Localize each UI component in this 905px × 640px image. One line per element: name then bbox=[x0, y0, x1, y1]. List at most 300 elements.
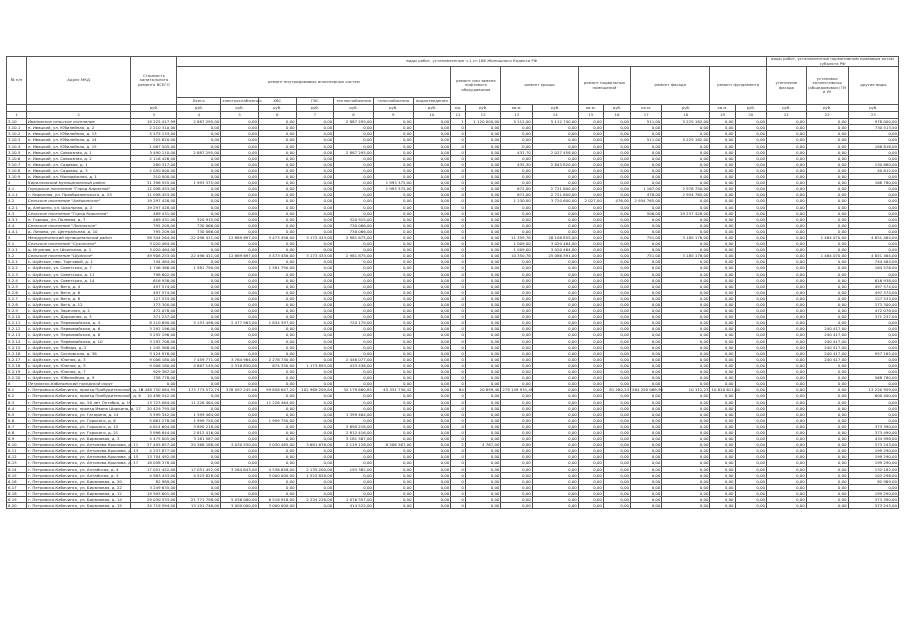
value-cell: 11 359,78 bbox=[501, 234, 532, 240]
value-cell: 0,00 bbox=[501, 381, 532, 387]
value-cell: 0,00 bbox=[578, 210, 603, 216]
value-cell: 0,00 bbox=[735, 338, 767, 344]
value-cell: 0,00 bbox=[806, 405, 848, 411]
value-cell: 5 661 278,00 bbox=[131, 417, 177, 423]
value-cell: 0,00 bbox=[221, 344, 259, 350]
value-cell: 511,00 bbox=[631, 119, 662, 125]
value-cell: 0,00 bbox=[413, 381, 451, 387]
value-cell: 0,00 bbox=[465, 149, 501, 155]
value-cell: 0,00 bbox=[603, 192, 630, 198]
value-cell: 0,00 bbox=[221, 393, 259, 399]
value-cell: 0 bbox=[451, 338, 466, 344]
value-cell: 0,00 bbox=[710, 192, 735, 198]
value-cell: 0,00 bbox=[662, 283, 710, 289]
value-cell: 0,00 bbox=[710, 338, 735, 344]
value-cell: 0,00 bbox=[806, 423, 848, 429]
value-cell: 0,00 bbox=[296, 436, 334, 442]
value-cell: 0,00 bbox=[221, 295, 259, 301]
value-cell: 0,00 bbox=[767, 326, 807, 332]
value-cell: 0,00 bbox=[662, 436, 710, 442]
value-cell: 0,00 bbox=[806, 192, 848, 198]
value-cell: 0,00 bbox=[631, 283, 662, 289]
row-number-cell: 4.3 bbox=[7, 210, 27, 216]
value-cell: 0,00 bbox=[578, 216, 603, 222]
value-cell: 0,00 bbox=[735, 393, 767, 399]
value-cell: 0,00 bbox=[413, 417, 451, 423]
value-cell: 0,00 bbox=[806, 308, 848, 314]
value-cell: 0,00 bbox=[221, 289, 259, 295]
value-cell: 0,00 bbox=[631, 271, 662, 277]
value-cell: 616 938,00 bbox=[131, 277, 177, 283]
value-cell: 0,00 bbox=[603, 344, 630, 350]
value-cell: 0,00 bbox=[710, 234, 735, 240]
value-cell: 0 bbox=[451, 460, 466, 466]
value-cell: 0,00 bbox=[603, 155, 630, 161]
value-cell: 0,00 bbox=[373, 381, 413, 387]
value-cell: 0,00 bbox=[532, 472, 578, 478]
value-cell: 978 000,00 bbox=[848, 119, 898, 125]
value-cell: 0,00 bbox=[296, 393, 334, 399]
value-cell: 0,00 bbox=[465, 314, 501, 320]
value-cell: 0 bbox=[451, 247, 466, 253]
value-cell: 0,00 bbox=[532, 271, 578, 277]
value-cell: 240 417,00 bbox=[806, 356, 848, 362]
value-cell: 0,00 bbox=[735, 326, 767, 332]
value-cell: 0,00 bbox=[501, 295, 532, 301]
value-cell: 0,00 bbox=[806, 186, 848, 192]
value-cell: 0,00 bbox=[334, 350, 374, 356]
value-cell: 0,00 bbox=[735, 497, 767, 503]
value-cell: 0,00 bbox=[631, 454, 662, 460]
value-cell: 0,00 bbox=[465, 186, 501, 192]
value-cell: 0,00 bbox=[767, 302, 807, 308]
value-cell: 0,00 bbox=[710, 289, 735, 295]
value-cell: 0,00 bbox=[334, 241, 374, 247]
value-cell: 0,00 bbox=[578, 429, 603, 435]
value-cell: 0,00 bbox=[532, 369, 578, 375]
value-cell: 0,00 bbox=[848, 381, 898, 387]
value-cell: 0,00 bbox=[296, 186, 334, 192]
value-cell: 5 225 182,00 bbox=[662, 137, 710, 143]
value-cell: 0,00 bbox=[532, 448, 578, 454]
value-cell: 0,00 bbox=[296, 423, 334, 429]
value-cell: 0,00 bbox=[806, 411, 848, 417]
value-cell: 0,00 bbox=[413, 216, 451, 222]
value-cell: 280 317,00 bbox=[131, 161, 177, 167]
value-cell: 0,00 bbox=[532, 216, 578, 222]
value-cell: 0,00 bbox=[631, 174, 662, 180]
value-cell: 3 185 176,00 bbox=[662, 234, 710, 240]
value-cell: 0,00 bbox=[603, 320, 630, 326]
value-cell: 0,00 bbox=[806, 442, 848, 448]
address-cell: с. Шуйское, ул. Первомайская, д. 4 bbox=[26, 320, 131, 326]
value-cell: 0,00 bbox=[334, 399, 374, 405]
value-cell: 0,00 bbox=[578, 490, 603, 496]
value-cell: 0 bbox=[451, 180, 466, 186]
value-cell: 0,00 bbox=[603, 411, 630, 417]
value-cell: 0,00 bbox=[578, 125, 603, 131]
value-cell: 0,00 bbox=[631, 308, 662, 314]
value-cell: 0,00 bbox=[662, 381, 710, 387]
header-col-number: 20 bbox=[735, 112, 767, 119]
value-cell: 0,00 bbox=[735, 454, 767, 460]
value-cell: 0,00 bbox=[603, 271, 630, 277]
value-cell: 0,00 bbox=[177, 460, 221, 466]
value-cell: 0,00 bbox=[710, 490, 735, 496]
value-cell: 11 098 453,00 bbox=[131, 192, 177, 198]
value-cell: 0,00 bbox=[296, 149, 334, 155]
value-cell: 0,00 bbox=[413, 302, 451, 308]
value-cell: 5 036 060,00 bbox=[221, 497, 259, 503]
value-cell: 0,00 bbox=[806, 436, 848, 442]
value-cell: 0,00 bbox=[296, 228, 334, 234]
value-cell: 102 969 209,84 bbox=[296, 387, 334, 393]
value-cell: 0,00 bbox=[735, 442, 767, 448]
value-cell: 0,00 bbox=[603, 161, 630, 167]
value-cell: 0,00 bbox=[767, 308, 807, 314]
value-cell: 0,00 bbox=[532, 423, 578, 429]
value-cell: 0,00 bbox=[501, 448, 532, 454]
value-cell: 0,00 bbox=[767, 405, 807, 411]
value-cell: 371 237,00 bbox=[848, 314, 898, 320]
value-cell: 0,00 bbox=[710, 119, 735, 125]
value-cell: 0,00 bbox=[631, 417, 662, 423]
value-cell: 0,00 bbox=[465, 472, 501, 478]
value-cell: 0,00 bbox=[848, 369, 898, 375]
value-cell: 0,00 bbox=[532, 167, 578, 173]
value-cell: 0,00 bbox=[532, 308, 578, 314]
value-cell: 84 bbox=[451, 387, 466, 393]
value-cell: 0,00 bbox=[710, 277, 735, 283]
value-cell: 0 bbox=[451, 271, 466, 277]
header-col-number: 19 bbox=[710, 112, 735, 119]
value-cell: 0 bbox=[451, 332, 466, 338]
value-cell: 0 bbox=[451, 503, 466, 509]
value-cell: 3 185 176,00 bbox=[662, 253, 710, 259]
value-cell: 0,00 bbox=[334, 143, 374, 149]
row-number-cell: 4.4.1 bbox=[7, 228, 27, 234]
value-cell: 0,00 bbox=[710, 247, 735, 253]
value-cell: 0,00 bbox=[603, 216, 630, 222]
value-cell: 0,00 bbox=[578, 253, 603, 259]
value-cell: 0,00 bbox=[221, 308, 259, 314]
value-cell: 2 887 295,00 bbox=[334, 149, 374, 155]
value-cell: 45 331 730,42 bbox=[373, 387, 413, 393]
value-cell: 0,00 bbox=[501, 167, 532, 173]
value-cell: 0,00 bbox=[258, 137, 296, 143]
value-cell: 0,00 bbox=[532, 265, 578, 271]
value-cell: 0,00 bbox=[373, 222, 413, 228]
value-cell: 0,00 bbox=[578, 161, 603, 167]
value-cell: 0,00 bbox=[373, 350, 413, 356]
value-cell: 0,00 bbox=[413, 405, 451, 411]
value-cell: 0 bbox=[451, 198, 466, 204]
table-row bbox=[7, 503, 899, 509]
value-cell: 0,00 bbox=[296, 344, 334, 350]
value-cell: 0,00 bbox=[177, 289, 221, 295]
value-cell: 0,00 bbox=[221, 210, 259, 216]
value-cell: 0,00 bbox=[296, 308, 334, 314]
value-cell: 0,00 bbox=[373, 314, 413, 320]
value-cell: 264 250 088,96 bbox=[632, 387, 663, 393]
address-cell: с. Шуйское, ул. Советская, д. 14 bbox=[26, 277, 131, 283]
value-cell: 0,00 bbox=[177, 204, 221, 210]
value-cell: 0,00 bbox=[578, 326, 603, 332]
header-sub-water: водоотведения bbox=[413, 98, 451, 105]
value-cell: 373 390,00 bbox=[848, 423, 898, 429]
value-cell: 0,00 bbox=[413, 497, 451, 503]
value-cell: 0,00 bbox=[465, 174, 501, 180]
address-cell: с. Шуйское, ул. Вега, д. 8 bbox=[26, 295, 131, 301]
value-cell: 0,00 bbox=[373, 283, 413, 289]
value-cell: 371 237,00 bbox=[131, 314, 177, 320]
value-cell: 0,00 bbox=[465, 338, 501, 344]
value-cell: 0,00 bbox=[334, 247, 374, 253]
value-cell: 0,00 bbox=[767, 423, 807, 429]
value-cell: 0,00 bbox=[334, 180, 374, 186]
value-cell: 0 bbox=[451, 143, 466, 149]
header-unit-cell: руб. bbox=[735, 105, 767, 112]
value-cell: 0 bbox=[451, 302, 466, 308]
value-cell: 0,00 bbox=[221, 423, 259, 429]
value-cell: 0,00 bbox=[373, 198, 413, 204]
value-cell: 0,00 bbox=[578, 484, 603, 490]
value-cell: 0,00 bbox=[413, 265, 451, 271]
value-cell: 0,00 bbox=[662, 497, 710, 503]
value-cell: 0,00 bbox=[631, 411, 662, 417]
value-cell: 497 574,00 bbox=[848, 283, 898, 289]
value-cell: 0,00 bbox=[806, 429, 848, 435]
value-cell: 0,00 bbox=[296, 326, 334, 332]
value-cell: 0,00 bbox=[413, 228, 451, 234]
value-cell: 240 417,00 bbox=[806, 338, 848, 344]
value-cell: 0,00 bbox=[662, 332, 710, 338]
value-cell: 0,00 bbox=[767, 442, 807, 448]
value-cell: 0,00 bbox=[578, 411, 603, 417]
value-cell: 0,00 bbox=[710, 283, 735, 289]
value-cell: 0,00 bbox=[501, 283, 532, 289]
row-number-cell: 6.1 bbox=[7, 387, 27, 393]
value-cell: 0,00 bbox=[603, 314, 630, 320]
value-cell: 0,00 bbox=[177, 490, 221, 496]
row-number-cell: 5.2.12 bbox=[7, 326, 27, 332]
value-cell: 0,00 bbox=[221, 137, 259, 143]
value-cell: 0,00 bbox=[578, 356, 603, 362]
value-cell: 0,00 bbox=[662, 375, 710, 381]
value-cell: 31 396 555,00 bbox=[131, 180, 177, 186]
value-cell: 0,00 bbox=[334, 265, 374, 271]
value-cell: 9 006 180,00 bbox=[131, 356, 177, 362]
row-number-cell: 5.2.5 bbox=[7, 283, 27, 289]
value-cell: 0,00 bbox=[501, 344, 532, 350]
value-cell: 0,00 bbox=[662, 320, 710, 326]
value-cell: 0,00 bbox=[578, 454, 603, 460]
value-cell: 730 513,50 bbox=[848, 125, 898, 131]
value-cell: 0,00 bbox=[710, 472, 735, 478]
value-cell: 0,00 bbox=[631, 503, 662, 509]
value-cell: 0 bbox=[451, 149, 466, 155]
value-cell: 0,00 bbox=[532, 417, 578, 423]
value-cell: 0,00 bbox=[258, 277, 296, 283]
value-cell: 0,00 bbox=[578, 137, 603, 143]
address-cell: Сельское поселение "Сухонское" bbox=[26, 241, 131, 247]
value-cell: 0,00 bbox=[334, 308, 374, 314]
row-number-cell: 5.2.13 bbox=[7, 332, 27, 338]
row-number-cell: 4.4 bbox=[7, 222, 27, 228]
value-cell: 0,00 bbox=[806, 497, 848, 503]
value-cell: 0,00 bbox=[373, 234, 413, 240]
value-cell: 0,00 bbox=[532, 429, 578, 435]
value-cell: 0,00 bbox=[296, 216, 334, 222]
value-cell: 0,00 bbox=[662, 448, 710, 454]
header-sub-total: Всего bbox=[177, 98, 221, 105]
value-cell: 199 290,00 bbox=[848, 454, 898, 460]
value-cell: 2 050 000,00 bbox=[131, 167, 177, 173]
value-cell: 0,00 bbox=[413, 411, 451, 417]
value-cell: 0,00 bbox=[465, 503, 501, 509]
value-cell: 0,00 bbox=[221, 429, 259, 435]
value-cell: 5 112 740,00 bbox=[532, 119, 578, 125]
value-cell: 0,00 bbox=[662, 362, 710, 368]
header-unit-cell: руб. bbox=[603, 105, 630, 112]
value-cell: 0,00 bbox=[603, 405, 630, 411]
value-cell: 0,00 bbox=[662, 161, 710, 167]
value-cell: 0,00 bbox=[258, 295, 296, 301]
value-cell: 0,00 bbox=[848, 155, 898, 161]
value-cell: 2 887 295,00 bbox=[177, 119, 221, 125]
value-cell: 0,00 bbox=[373, 216, 413, 222]
value-cell: 0,00 bbox=[177, 344, 221, 350]
value-cell: 0,00 bbox=[258, 167, 296, 173]
value-cell: 0,00 bbox=[334, 210, 374, 216]
value-cell: 435,30 bbox=[501, 161, 532, 167]
value-cell: 0,00 bbox=[258, 338, 296, 344]
value-cell: 0,00 bbox=[413, 338, 451, 344]
value-cell: 0,00 bbox=[532, 259, 578, 265]
header-col-number: 6 bbox=[258, 112, 296, 119]
value-cell: 0,00 bbox=[501, 265, 532, 271]
value-cell: 0,00 bbox=[465, 180, 501, 186]
value-cell: 0,00 bbox=[296, 131, 334, 137]
value-cell: 0,00 bbox=[258, 216, 296, 222]
value-cell: 0,00 bbox=[221, 350, 259, 356]
value-cell: 0,00 bbox=[413, 344, 451, 350]
value-cell: 0,00 bbox=[631, 466, 662, 472]
value-cell: 0,00 bbox=[662, 344, 710, 350]
header-col-number: 12 bbox=[465, 112, 501, 119]
value-cell: 0,00 bbox=[221, 454, 259, 460]
value-cell: 0 bbox=[451, 405, 466, 411]
value-cell: 0,00 bbox=[465, 405, 501, 411]
value-cell: 0,00 bbox=[258, 125, 296, 131]
value-cell: 2 721 600,00 bbox=[532, 186, 578, 192]
value-cell: 0,00 bbox=[578, 277, 603, 283]
table-body bbox=[7, 119, 899, 509]
value-cell: 0,00 bbox=[631, 399, 662, 405]
value-cell: 0,00 bbox=[578, 265, 603, 271]
row-number-cell: 6.3 bbox=[7, 399, 27, 405]
value-cell: 0,00 bbox=[501, 204, 532, 210]
value-cell: 0,00 bbox=[501, 356, 532, 362]
value-cell: 3 020 464,00 bbox=[532, 247, 578, 253]
value-cell: 0,00 bbox=[373, 247, 413, 253]
value-cell: 0,00 bbox=[735, 137, 767, 143]
address-cell: п. Ивацкий, ул. Юбилейная, д. 13 bbox=[26, 131, 131, 137]
value-cell: 0,00 bbox=[258, 423, 296, 429]
value-cell: 0,00 bbox=[221, 375, 259, 381]
value-cell: 0,00 bbox=[662, 222, 710, 228]
value-cell: 0,00 bbox=[735, 265, 767, 271]
value-cell: 0,00 bbox=[501, 277, 532, 283]
value-cell: 0,00 bbox=[258, 326, 296, 332]
value-cell: 3 020 464,00 bbox=[131, 241, 177, 247]
row-number-cell: 4.1.1 bbox=[7, 192, 27, 198]
value-cell: 0,00 bbox=[334, 131, 374, 137]
value-cell: 0,00 bbox=[735, 320, 767, 326]
value-cell: 0,00 bbox=[334, 302, 374, 308]
value-cell: 0,00 bbox=[373, 332, 413, 338]
value-cell: 0,00 bbox=[465, 484, 501, 490]
value-cell: 0 bbox=[451, 125, 466, 131]
value-cell: 0,00 bbox=[806, 216, 848, 222]
value-cell: 5 153 496,00 bbox=[177, 320, 221, 326]
value-cell: 0,00 bbox=[848, 326, 898, 332]
value-cell: 0,00 bbox=[710, 454, 735, 460]
value-cell: 1 399 464,00 bbox=[177, 411, 221, 417]
value-cell: 0,00 bbox=[413, 143, 451, 149]
value-cell: 3 173 433,00 bbox=[296, 253, 334, 259]
value-cell: 0,00 bbox=[532, 393, 578, 399]
value-cell: 0,00 bbox=[177, 405, 221, 411]
value-cell: 0,00 bbox=[710, 161, 735, 167]
value-cell: 0,00 bbox=[177, 338, 221, 344]
value-cell: 0,00 bbox=[532, 356, 578, 362]
value-cell: 0,00 bbox=[578, 271, 603, 277]
value-cell: 957 165,00 bbox=[848, 350, 898, 356]
value-cell: 0,00 bbox=[413, 234, 451, 240]
value-cell: 0,00 bbox=[848, 228, 898, 234]
value-cell: 0,00 bbox=[413, 429, 451, 435]
value-cell: 0,00 bbox=[177, 448, 221, 454]
row-number-cell: 5.1 bbox=[7, 241, 27, 247]
value-cell: 0,00 bbox=[710, 503, 735, 509]
value-cell: 0,00 bbox=[710, 448, 735, 454]
value-cell: 2 027 458,00 bbox=[532, 149, 578, 155]
value-cell: 0,00 bbox=[373, 375, 413, 381]
value-cell: 0,00 bbox=[767, 350, 807, 356]
value-cell: 0 bbox=[451, 192, 466, 198]
value-cell: 0,00 bbox=[603, 283, 630, 289]
value-cell: 1 523 828,00 bbox=[296, 472, 334, 478]
value-cell: 32 179 680,85 bbox=[334, 387, 374, 393]
value-cell: 0,00 bbox=[662, 399, 710, 405]
value-cell: 0,00 bbox=[258, 436, 296, 442]
value-cell: 0,00 bbox=[848, 411, 898, 417]
value-cell: 2 027,00 bbox=[578, 198, 603, 204]
value-cell: 0,00 bbox=[501, 399, 532, 405]
value-cell: 0,00 bbox=[710, 198, 735, 204]
value-cell: 0,00 bbox=[296, 417, 334, 423]
value-cell: 0,00 bbox=[373, 210, 413, 216]
value-cell: 0,00 bbox=[373, 295, 413, 301]
value-cell: 0,00 bbox=[662, 454, 710, 460]
address-cell: г. Петровско-Кабачинск, ул. Бирюзовая, д. 15 bbox=[26, 503, 131, 509]
value-cell: 0,00 bbox=[710, 314, 735, 320]
value-cell: 0,00 bbox=[848, 399, 898, 405]
value-cell: 0,00 bbox=[710, 350, 735, 356]
value-cell: 0,00 bbox=[767, 356, 807, 362]
value-cell: 0,00 bbox=[296, 283, 334, 289]
